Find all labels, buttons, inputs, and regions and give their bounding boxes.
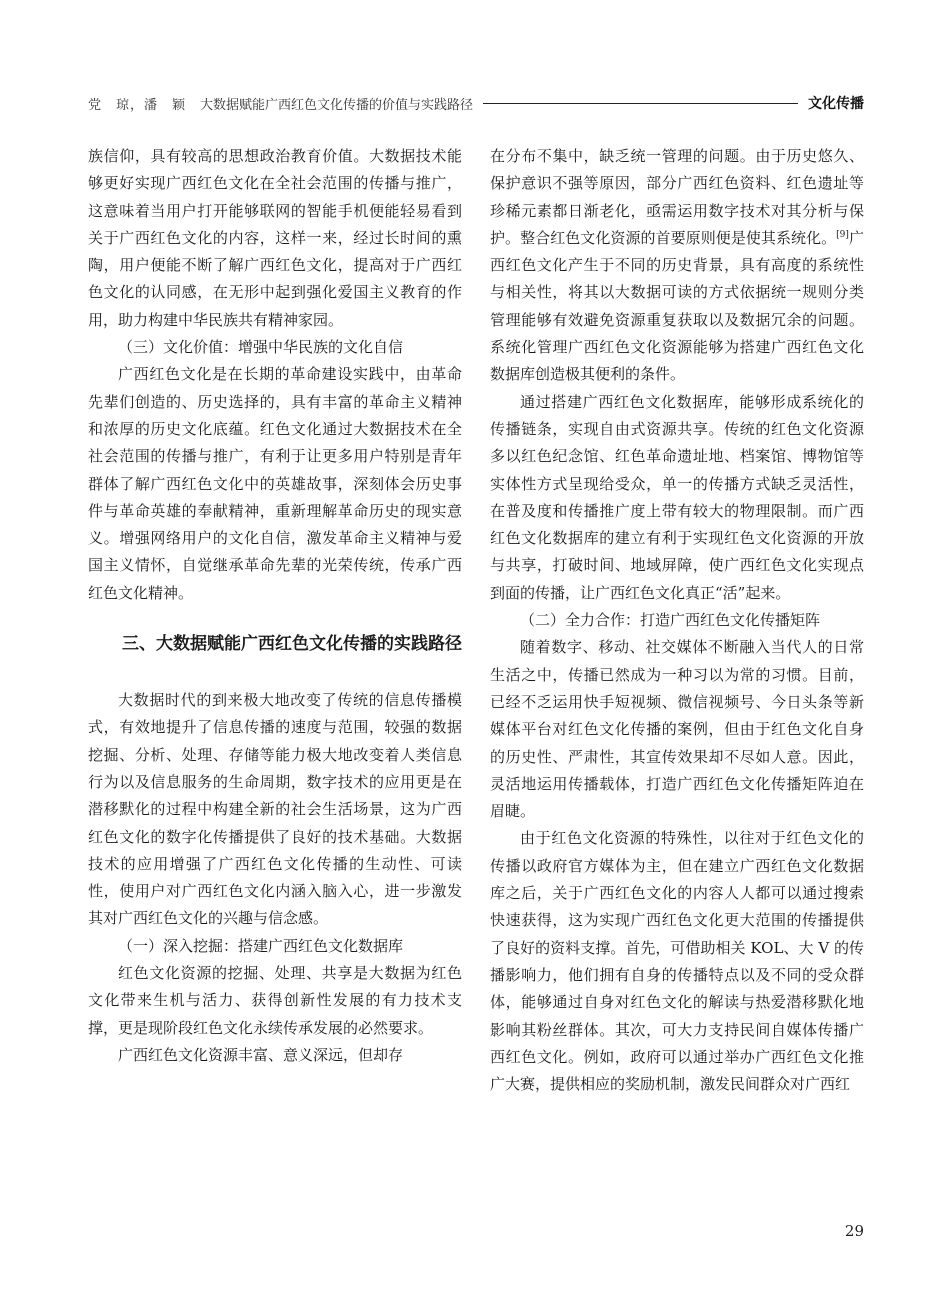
header-authors: 党 琼，潘 颖 — [88, 97, 187, 113]
paragraph-text: 在分布不集中，缺乏统一管理的问题。由于历史悠久、保护意识不强等原因，部分广西红色资料、红色遗址等珍稀元素都日渐老化，亟需运用数字技术对其分析与保护。整合红色文化资源的首要原则便是使其系统化。 — [490, 147, 864, 247]
left-column — [88, 143, 462, 1069]
subsection-heading-1: （一）深入挖掘：搭建广西红色文化数据库 — [118, 936, 404, 955]
paragraph: 广西红色文化资源丰富、意义深远，但却存 — [118, 1045, 404, 1064]
header-rule — [483, 103, 798, 104]
subsection-heading-3: （三）文化价值：增强中华民族的文化自信 — [118, 338, 404, 357]
paragraph: 通过搭建广西红色文化数据库，能够形成系统化的传播链条，实现自由式资源共享。传统的红色文化资源多以红色纪念馆、红色革命遗址地、档案馆、博物馆等实体性方式呈现给受众，单一的传播方式缺乏灵活性，在普及度和传播推广度上带有较大的物理限制。而广西红色文化数据库的建立有利于实现红色文化资源的开放与共享，打破时间、地域屏障，使广西红色文化实现点到面的传播，让广西红色文化真正“活”起来。 — [490, 392, 864, 602]
running-header — [88, 88, 864, 118]
paragraph: 随着数字、移动、社交媒体不断融入当代人的日常生活之中，传播已然成为一种习以为常的习惯。目前，已经不乏运用快手短视频、微信视频号、今日头条等新媒体平台对红色文化传播的案例，但由于红色文化自身的历史性、严肃性，其宣传效果却不尽如人意。因此，灵活地运用传播载体，打造广西红色文化传播矩阵迫在眉睫。 — [490, 638, 864, 821]
paragraph: 红色文化资源的挖掘、处理、共享是大数据为红色文化带来生机与活力、获得创新性发展的有力技术支撑，更是现阶段红色文化永续传承发展的必然要求。 — [88, 964, 462, 1037]
citation-marker: [9] — [836, 229, 849, 240]
header-running-title: 大数据赋能广西红色文化传播的价值与实践路径 — [200, 97, 474, 113]
section-heading-3: 三、大数据赋能广西红色文化传播的实践路径 — [122, 634, 462, 655]
page-number: 29 — [844, 1222, 864, 1240]
right-column — [490, 143, 864, 1098]
paragraph-text: 广西红色文化产生于不同的历史背景，具有高度的系统性与相关性，将其以大数据可读的方式依据统一规则分类管理能够有效避免资源重复获取以及数据冗余的问题。系统化管理广西红色文化资源能够为搭建广西红色文化数据库创造极其便利的条件。 — [490, 228, 864, 384]
paragraph: 大数据时代的到来极大地改变了传统的信息传播模式，有效地提升了信息传播的速度与范围，较强的数据挖掘、分析、处理、存储等能力极大地改变着人类信息行为以及信息服务的生命周期，数字技术的应用更是在潜移默化的过程中构建全新的社会生活场景，这为广西红色文化的数字化传播提供了良好的技术基础。大数据技术的应用增强了广西红色文化传播的生动性、可读性，使用户对广西红色文化内涵入脑入心，进一步激发其对广西红色文化的兴趣与信念感。 — [88, 691, 462, 928]
subsection-heading-2: （二）全力合作：打造广西红色文化传播矩阵 — [520, 611, 821, 630]
paragraph: 广西红色文化是在长期的革命建设实践中，由革命先辈们创造的、历史选择的，具有丰富的革命主义精神和浓厚的历史文化底蕴。红色文化通过大数据技术在全社会范围的传播与推广，有利于让更多用户特别是青年群体了解广西红色文化中的英雄故事，深刻体会历史事件与革命英雄的奉献精神，重新理解革命历史的现实意义。增强网络用户的文化自信，激发革命主义精神与爱国主义情怀，自觉继承革命先辈的光荣传统，传承广西红色文化精神。 — [88, 365, 462, 602]
header-section-label: 文化传播 — [808, 96, 864, 112]
paragraph: 由于红色文化资源的特殊性，以往对于红色文化的传播以政府官方媒体为主，但在建立广西红色文化数据库之后，关于广西红色文化的内容人人都可以通过搜索快速获得，这为实现广西红色文化更大范围的传播提供了良好的资料支撑。首先，可借助相关 KOL、大 V 的传播影响力，他们拥有自身的传播特点以及不同的受众群体，能够通过自身对红色文化的解读与热爱潜移默化地影响其粉丝群体。其次，可大力支持民间自媒体传播广西红色文化。例如，政府可以通过举办广西红色文化推广大赛，提供相应的奖励机制，激发民间群众对广西红 — [490, 829, 864, 1094]
paragraph: 族信仰，具有较高的思想政治教育价值。大数据技术能够更好实现广西红色文化在全社会范围的传播与推广，这意味着当用户打开能够联网的智能手机便能轻易看到关于广西红色文化的内容，这样一来，经过长时间的熏陶，用户便能不断了解广西红色文化，提高对于广西红色文化的认同感，在无形中起到强化爱国主义教育的作用，助力构建中华民族共有精神家园。 — [88, 147, 462, 329]
paragraph — [490, 143, 864, 389]
